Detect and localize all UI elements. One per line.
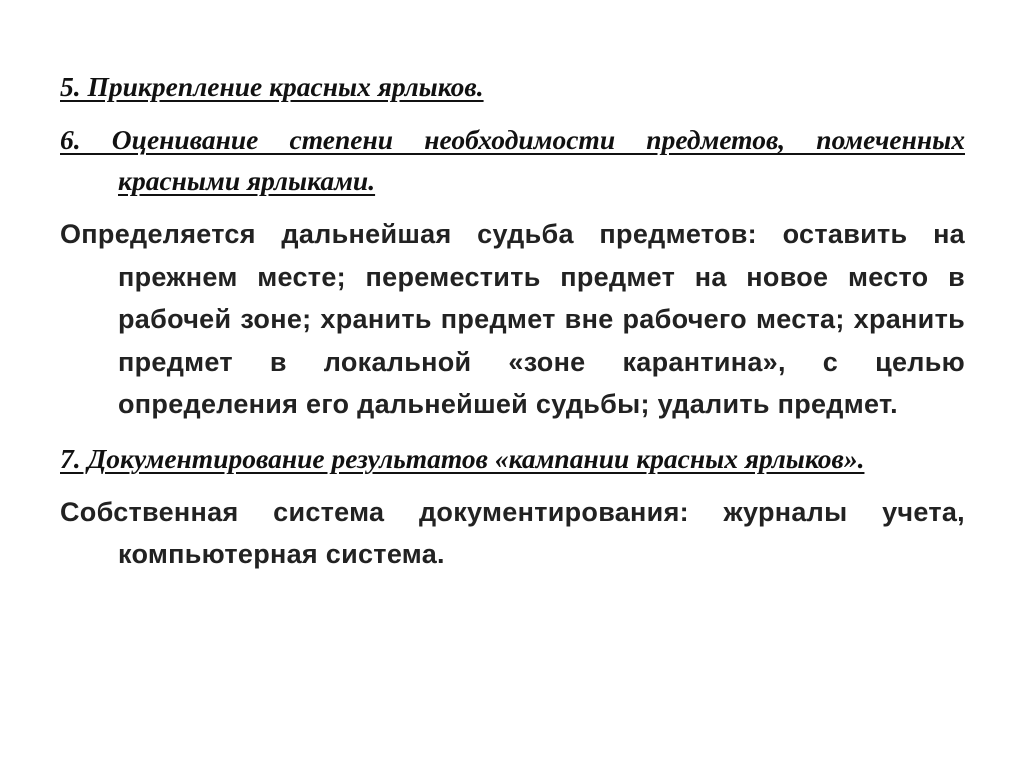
step-5-heading: 5. Прикрепление красных ярлыков. [60, 71, 484, 102]
slide-content [60, 66, 965, 588]
step-7-heading: 7. Документирование результатов «кампании красных ярлыков». [60, 442, 865, 474]
step-6-description: Определяется дальнейшая судьба предметов: оставить на прежнем месте; переместить предмет на новое место в рабочей зоне; хранить предмет вне рабочего места; хранить предмет в локальной «зоне карантина», с целью определения его дальнейшей судьбы; удалить предмет. [60, 219, 965, 419]
step-6-heading: 6. Оценивание степени необходимости предметов, помеченных красными ярлыками. [60, 124, 965, 196]
step-7-description: Собственная система документирования: журналы учета, компьютерная система. [60, 496, 965, 569]
